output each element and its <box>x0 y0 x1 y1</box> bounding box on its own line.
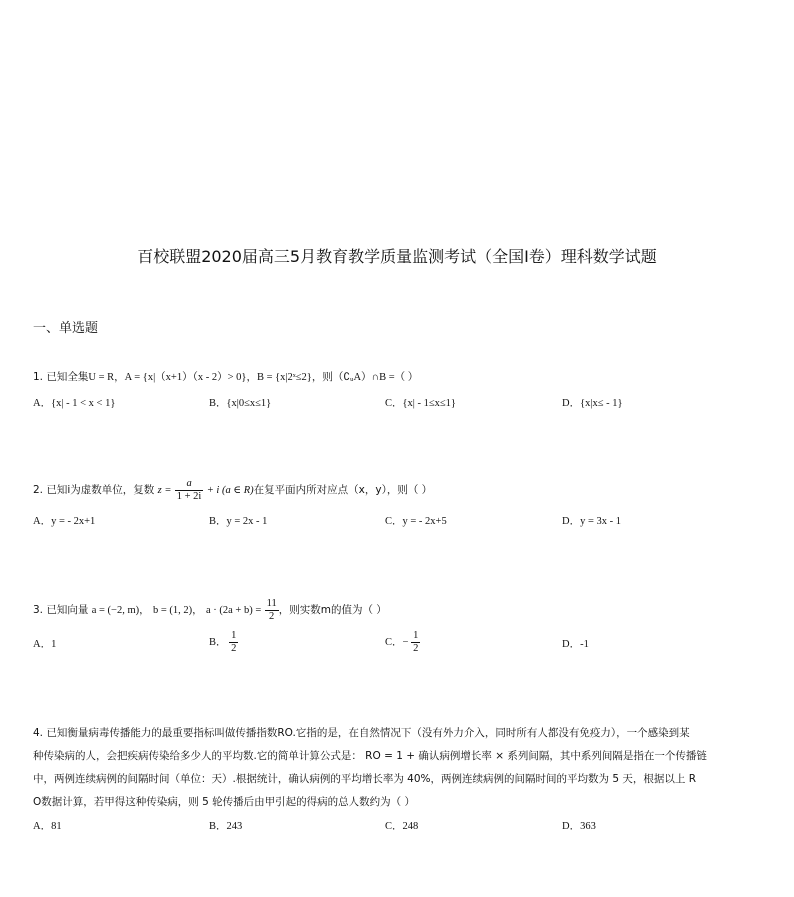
question-2-prefix: 2. 已知i为虚数单位，复数 <box>33 484 155 496</box>
question-2-frac-num: a <box>175 478 204 491</box>
question-4-line-4: O数据计算，若甲得这种传染病，则 5 轮传播后由甲引起的得病的总人数约为（ ） <box>33 796 415 808</box>
question-3-fraction <box>265 598 279 623</box>
question-4-option-a: A．81 <box>33 821 62 832</box>
question-2-option-b: B．y = 2x - 1 <box>209 516 268 527</box>
question-4-option-d: D．363 <box>562 821 596 832</box>
question-3-option-c-label: C．− <box>385 636 409 648</box>
question-3-suffix: ，则实数m的值为（ ） <box>278 604 387 616</box>
question-3-option-b-num: 1 <box>231 630 237 641</box>
question-1-option-a: A．{x| - 1 < x < 1} <box>33 398 116 409</box>
question-3-option-b <box>209 630 238 655</box>
question-2-option-c: C．y = - 2x+5 <box>385 516 447 527</box>
question-3-option-b-fraction <box>229 630 238 655</box>
question-2-frac-den: 1 + 2i <box>176 490 202 502</box>
question-1-stem <box>33 366 418 389</box>
question-4-line-1: 4. 已知衡量病毒传播能力的最重要指标叫做传播指数RO.它指的是，在自然情况下（没有外力介入，同时所有人都没有免疫力），一个感染到某 <box>33 727 690 739</box>
section-heading: 一、单选题 <box>33 321 99 336</box>
question-3-vector-b: b = (1, 2)， <box>152 605 203 616</box>
question-3-prefix: 3. 已知向量 <box>33 604 89 616</box>
question-2-option-a: A．y = - 2x+1 <box>33 516 96 527</box>
question-1-option-c: C．{x| - 1≤x≤1} <box>385 398 456 409</box>
question-3-frac-num: 11 <box>266 597 277 609</box>
question-1-option-b: B．{x|0≤x≤1} <box>209 398 272 409</box>
question-2-option-d: D．y = 3x - 1 <box>562 516 622 527</box>
question-2-suffix: 在复平面内所对应点（x，y），则（ ） <box>253 484 433 496</box>
page-title: 百校联盟2020届高三5月教育教学质量监测考试（全国Ⅰ卷）理科数学试题 <box>137 247 657 266</box>
question-3-option-c-fraction <box>411 630 420 655</box>
question-4-option-b: B．243 <box>209 821 243 832</box>
question-2-fraction <box>175 478 204 503</box>
question-1-option-d: D．{x|x≤ - 1} <box>562 398 623 409</box>
question-3-option-c-den: 2 <box>413 643 419 654</box>
question-3-vector-a: a = (−2, m)， <box>91 605 150 616</box>
question-4-line-3: 中，两例连续病例的间隔时间（单位：天）.根据统计，确认病例的平均增长率为 40%，两例连续病例的间隔时间的平均数为 5 天，根据以上 R <box>33 773 696 785</box>
question-3-option-b-den: 2 <box>231 643 237 654</box>
question-3-option-d: D．-1 <box>562 639 589 650</box>
question-3-option-a: A．1 <box>33 639 57 650</box>
question-3-option-b-label: B． <box>209 636 227 648</box>
question-2-formula-rhs: + i (a ∈ R) <box>206 485 254 496</box>
question-3-frac-den: 2 <box>269 610 275 622</box>
question-1-prefix: 1. 已知全集 <box>33 371 89 383</box>
question-4-option-c: C．248 <box>385 821 419 832</box>
question-3-option-c <box>385 630 420 655</box>
question-4-line-2: 种传染病的人，会把疾病传染给多少人的平均数.它的简单计算公式是： RO = 1 + 确认病例增长率 × 系列间隔，其中系列间隔是指在一个传播链 <box>33 750 707 762</box>
question-3-option-c-num: 1 <box>413 630 419 641</box>
question-2-formula-lhs: z = <box>157 485 172 496</box>
question-2-stem <box>33 474 432 507</box>
question-3-dot-product: a · (2a + b) = <box>205 605 262 616</box>
question-1-body: U = R，A = {x|（x+1）（x - 2）> 0}，B = {x|2ˣ≤2}，则（∁ᵤA）∩B =（ ） <box>88 372 419 383</box>
question-3-stem <box>33 594 387 627</box>
